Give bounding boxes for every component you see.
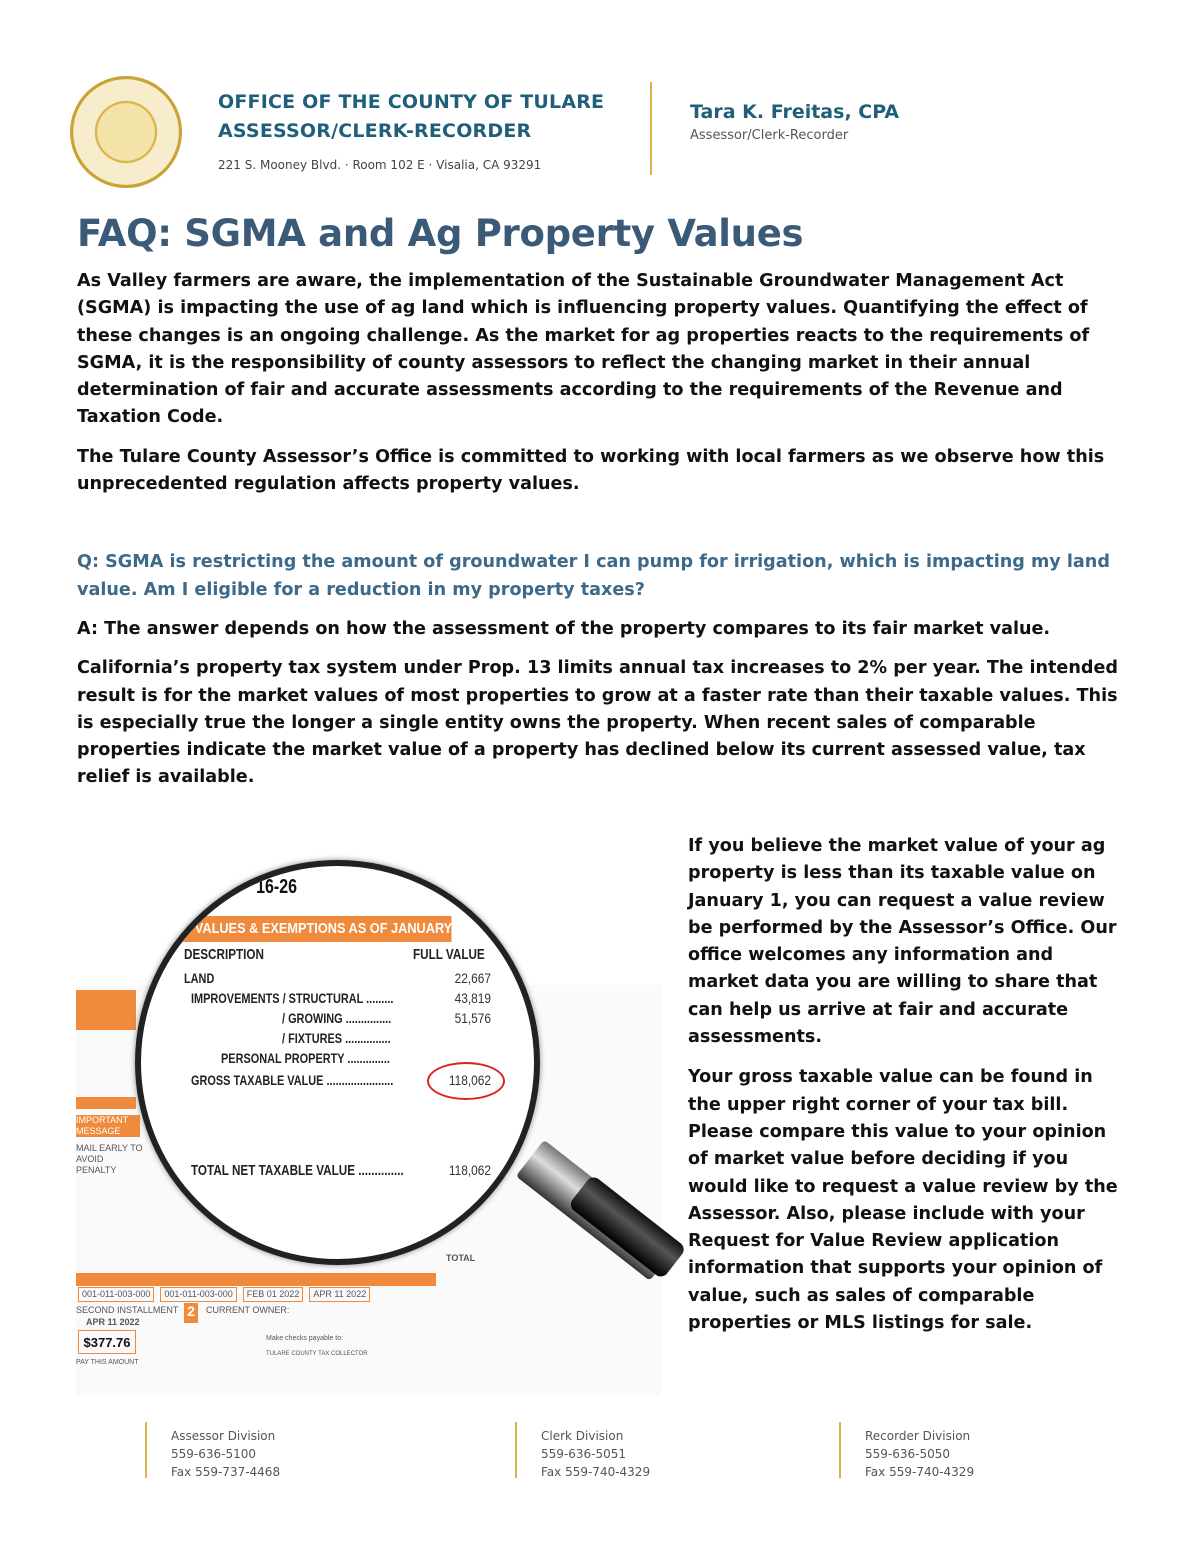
bill-assessment-no: 001-011-003-000: [78, 1287, 154, 1302]
magnifier-lens: [135, 860, 540, 1265]
right-text-column: [688, 833, 1118, 1337]
row-structural: IMPROVEMENTS / STRUCTURAL .........: [191, 990, 394, 1006]
bill-delinquent: APR 11 2022: [309, 1287, 370, 1302]
bill-date: FEB 01 2022: [243, 1287, 304, 1302]
org-line-2: ASSESSOR/CLERK-RECORDER: [218, 120, 532, 142]
intro-paragraph-2: The Tulare County Assessor’s Office is committed to working with local farmers as we observe how this unprecedented regulation affects property values.: [77, 446, 1105, 495]
division-phone: 559-636-5051: [541, 1447, 627, 1461]
division-name: Recorder Division: [865, 1429, 971, 1443]
footer-recorder: [865, 1427, 974, 1481]
bill-installment: SECOND INSTALLMENT: [76, 1305, 179, 1315]
bill-installment-number: 2: [184, 1303, 198, 1323]
main-text-column: [77, 268, 1122, 792]
row-gross-taxable: GROSS TAXABLE VALUE ......................: [191, 1072, 394, 1088]
row-growing: / GROWING ...............: [282, 1010, 392, 1026]
value-total-net: 118,062: [448, 1162, 491, 1178]
page-title: FAQ: SGMA and Ag Property Values: [77, 212, 804, 255]
col-full-value: FULL VALUE: [413, 946, 485, 963]
row-total-net: TOTAL NET TAXABLE VALUE ..............: [191, 1162, 404, 1179]
faq-answer: A: The answer depends on how the assessment of the property compares to its fair market value.: [77, 618, 1051, 639]
county-seal-logo: [70, 76, 182, 188]
office-address: 221 S. Mooney Blvd. · Room 102 E · Visalia, CA 93291: [218, 158, 542, 172]
official-title: Assessor/Clerk-Recorder: [690, 128, 849, 143]
bill-payable: Make checks payable to:: [266, 1335, 344, 1342]
official-name: Tara K. Freitas, CPA: [690, 101, 900, 123]
col-description: DESCRIPTION: [184, 946, 264, 963]
division-phone: 559-636-5100: [171, 1447, 257, 1461]
bill-pay-label: PAY THIS AMOUNT: [76, 1359, 139, 1366]
prop13-paragraph: California’s property tax system under Prop. 13 limits annual tax increases to 2% per year. The intended result is for the market values of most properties to grow at a faster rate than their taxable values. This is especially true the longer a single entity owns the property. When recent sales of comparable properties indicate the market value of a property has declined below its current assessed value, tax relief is available.: [77, 658, 1119, 788]
row-land: LAND: [184, 970, 215, 986]
division-name: Clerk Division: [541, 1429, 624, 1443]
division-fax: Fax 559-740-4329: [865, 1465, 975, 1479]
bill-due-date: APR 11 2022: [86, 1317, 140, 1327]
values-band: VALUES & EXEMPTIONS AS OF JANUARY 1, 2021: [171, 916, 452, 942]
header-divider: [650, 82, 652, 175]
value-land: 22,667: [454, 970, 491, 986]
bill-orange-band: [76, 1097, 136, 1109]
intro-paragraph-1: As Valley farmers are aware, the implementation of the Sustainable Groundwater Management Act (SGMA) is impacting the use of ag land which is influencing property values. Quantifying the effect of these changes is an ongoing challenge. As the market for ag properties reacts to the requirements of SGMA, it is the responsibility of county assessors to reflect the changing market in their annual determination of fair and accurate assessments according to the requirements of the Revenue and Taxation Code.: [77, 271, 1090, 428]
footer-assessor: [171, 1427, 280, 1481]
highlight-circle: [427, 1062, 505, 1100]
division-phone: 559-636-5050: [865, 1447, 951, 1461]
bill-total-label: TOTAL: [446, 1253, 476, 1263]
division-fax: Fax 559-740-4329: [541, 1465, 651, 1479]
bill-fee-parcel: 001-011-003-000: [160, 1287, 236, 1302]
value-structural: 43,819: [454, 990, 491, 1006]
value-growing: 51,576: [454, 1010, 491, 1026]
division-name: Assessor Division: [171, 1429, 276, 1443]
bill-important: IMPORTANT MESSAGE: [76, 1115, 140, 1137]
bill-field-headers: [76, 1273, 436, 1286]
org-line-1: OFFICE OF THE COUNTY OF TULARE: [218, 91, 605, 113]
bill-mail-early: MAIL EARLY TO AVOID PENALTY: [76, 1143, 143, 1175]
bill-header-band: [76, 990, 136, 1030]
row-personal-property: PERSONAL PROPERTY ..............: [221, 1050, 390, 1066]
row-fixtures: / FIXTURES ...............: [282, 1030, 391, 1046]
bill-fragment: 16-26: [256, 876, 298, 898]
value-gross-taxable: 118,062: [448, 1072, 491, 1088]
right-paragraph-2: Your gross taxable value can be found in the upper right corner of your tax bill. Please compare this value to your opinion of market value before deciding if you would like to request a value review by the Assessor. Also, please include with your Request for Value Review application information that supports your opinion of value, such as sales of comparable properties or MLS listings for sale.: [688, 1067, 1118, 1334]
office-name: [218, 88, 604, 146]
footer-divider: [839, 1422, 841, 1478]
faq-question: Q: SGMA is restricting the amount of groundwater I can pump for irrigation, which is impacting my land value. Am I eligible for a reduction in my property taxes?: [77, 552, 1110, 600]
bill-fields-row: [78, 1287, 370, 1302]
footer-divider: [145, 1422, 147, 1478]
division-fax: Fax 559-737-4468: [171, 1465, 281, 1479]
bill-amount: $377.76: [78, 1330, 136, 1354]
bill-current-owner: CURRENT OWNER:: [206, 1305, 290, 1315]
right-paragraph-1: If you believe the market value of your ag property is less than its taxable value on January 1, you can request a value review be performed by the Assessor’s Office. Our office welcomes any information and market data you are willing to share that can help us arrive at fair and accurate assessments.: [688, 836, 1117, 1048]
bill-collector: TULARE COUNTY TAX COLLECTOR: [266, 1351, 368, 1357]
footer-clerk: [541, 1427, 650, 1481]
footer-divider: [515, 1422, 517, 1478]
